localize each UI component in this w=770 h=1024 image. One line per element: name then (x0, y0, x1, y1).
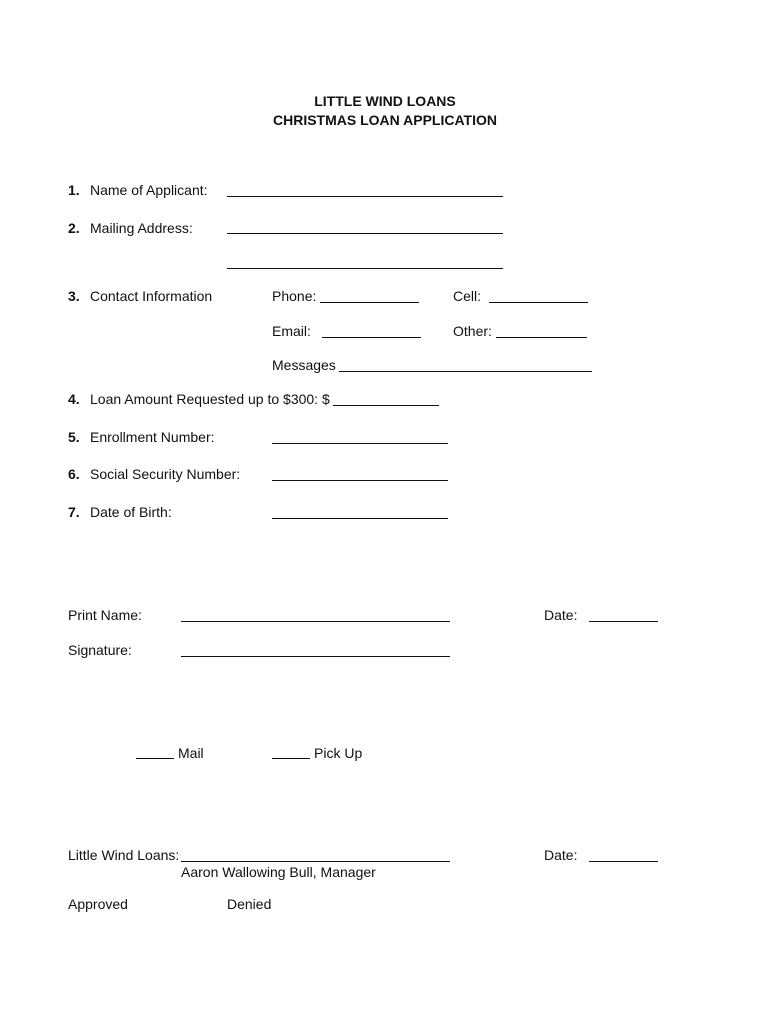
field-number-7: 7. (68, 504, 80, 520)
date-of-birth-line[interactable] (272, 518, 448, 519)
approval-date-label: Date: (544, 847, 578, 863)
print-name-label: Print Name: (68, 607, 142, 623)
pickup-option-label: Pick Up (314, 745, 363, 761)
field-number-4: 4. (68, 391, 80, 407)
messages-label: Messages (272, 357, 336, 373)
mailing-address-line-1[interactable] (227, 233, 503, 234)
ssn-line[interactable] (272, 480, 448, 481)
phone-label: Phone: (272, 288, 317, 304)
phone-line[interactable] (320, 302, 419, 303)
mailing-address-line-2[interactable] (227, 268, 503, 269)
loan-amount-label: Loan Amount Requested up to $300: $ (90, 391, 330, 407)
approval-date-line[interactable] (589, 861, 658, 862)
signature-label: Signature: (68, 642, 132, 658)
enrollment-number-label: Enrollment Number: (90, 429, 215, 445)
field-number-2: 2. (68, 220, 80, 236)
ssn-label: Social Security Number: (90, 466, 241, 482)
email-label: Email: (272, 323, 311, 339)
mail-option-label: Mail (178, 745, 204, 761)
date-label: Date: (544, 607, 578, 623)
denied-label: Denied (227, 896, 272, 912)
signature-line[interactable] (181, 656, 450, 657)
loan-amount-line[interactable] (333, 405, 439, 406)
mail-checkline[interactable] (136, 758, 174, 759)
field-number-1: 1. (68, 182, 80, 198)
print-name-line[interactable] (181, 621, 450, 622)
cell-line[interactable] (489, 302, 588, 303)
little-wind-loans-label: Little Wind Loans: (68, 847, 180, 863)
email-line[interactable] (322, 337, 421, 338)
messages-line[interactable] (339, 371, 592, 372)
other-line[interactable] (496, 337, 587, 338)
mailing-address-label: Mailing Address: (90, 220, 193, 236)
pickup-checkline[interactable] (272, 758, 310, 759)
other-label: Other: (453, 323, 492, 339)
enrollment-number-line[interactable] (272, 443, 448, 444)
manager-signature-line[interactable] (181, 861, 450, 862)
manager-name: Aaron Wallowing Bull, Manager (181, 864, 376, 880)
field-number-3: 3. (68, 288, 80, 304)
contact-information-label: Contact Information (90, 288, 213, 304)
name-of-applicant-line[interactable] (227, 196, 503, 197)
cell-label: Cell: (453, 288, 482, 304)
name-of-applicant-label: Name of Applicant: (90, 182, 208, 198)
date-of-birth-label: Date of Birth: (90, 504, 172, 520)
approved-label: Approved (68, 896, 128, 912)
form-org-title: LITTLE WIND LOANS (314, 93, 456, 109)
field-number-5: 5. (68, 429, 80, 445)
field-number-6: 6. (68, 466, 80, 482)
form-title: CHRISTMAS LOAN APPLICATION (273, 112, 497, 128)
date-line[interactable] (589, 621, 658, 622)
